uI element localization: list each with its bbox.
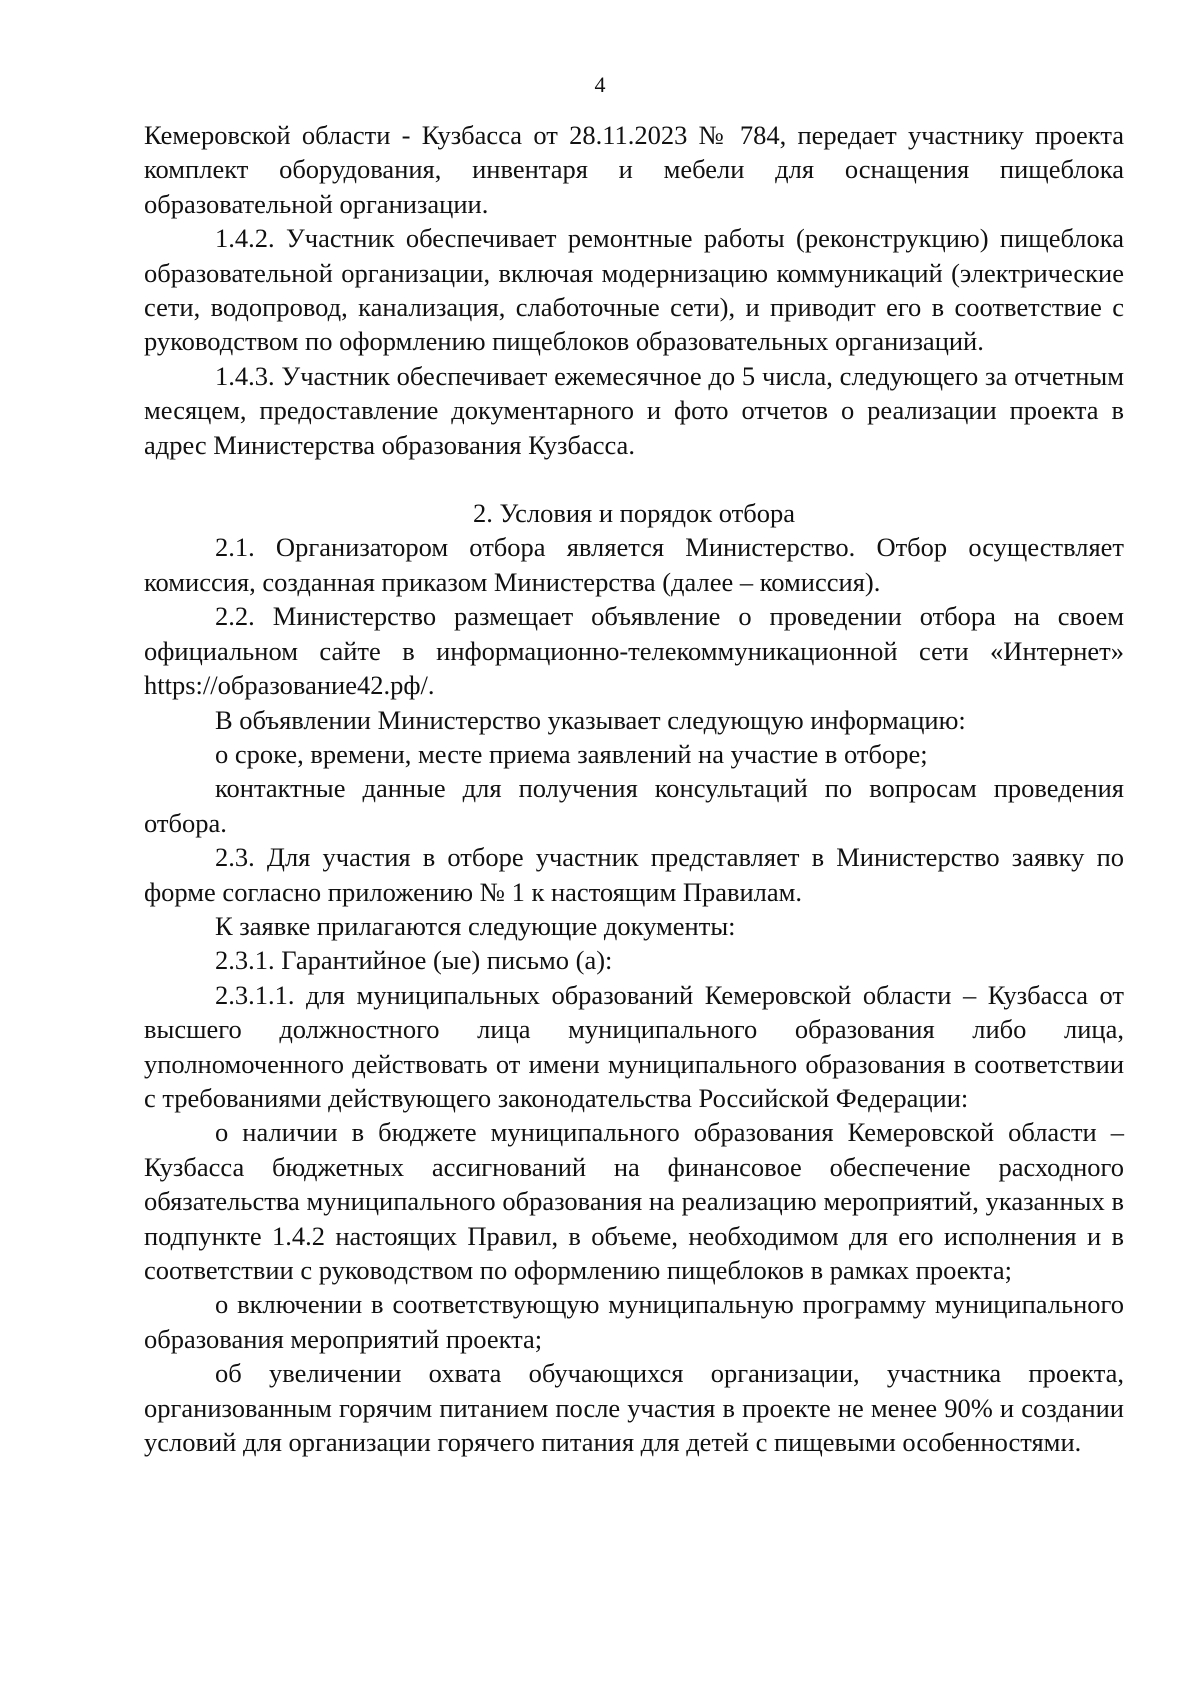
paragraph-budget: о наличии в бюджете муниципального образования Кемеровской области – Кузбасса бюджетных ассигнований на финансовое обеспечение расходного обязательства муниципального образования на реализацию мероприятий, указанных в подпункте 1.4.2 настоящих Правил, в объеме, необходимом для его исполнения и в соответствии с руководством по оформлению пищеблоков в рамках проекта; xyxy=(144,1117,1124,1285)
paragraph-attachments: К заявке прилагаются следующие документы: xyxy=(215,910,736,941)
paragraph-2-3-1: 2.3.1. Гарантийное (ые) письмо (а): xyxy=(215,945,613,976)
paragraph-contacts: контактные данные для получения консультаций по вопросам проведения отбора. xyxy=(144,773,1124,838)
paragraph-deadline: о сроке, времени, месте приема заявлений на участие в отборе; xyxy=(215,738,928,769)
paragraph-1-4-2: 1.4.2. Участник обеспечивает ремонтные работы (реконструкцию) пищеблока образовательной организации, включая модернизацию коммуникаций (электрические сети, водопровод, канализация, слаботочные сети), и приводит его в соответствие с руководством по оформлению пищеблоков образовательных организаций. xyxy=(144,223,1124,357)
paragraph-continuation: Кемеровской области - Кузбасса от 28.11.2023 № 784, передает участнику проекта комплект оборудования, инвентаря и мебели для оснащения пищеблока образовательной организации. xyxy=(144,120,1124,219)
paragraph-2-3: 2.3. Для участия в отборе участник представляет в Министерство заявку по форме согласно приложению № 1 к настоящим Правилам. xyxy=(144,842,1124,907)
page-number: 4 xyxy=(594,72,606,97)
paragraph-1-4-3: 1.4.3. Участник обеспечивает ежемесячное до 5 числа, следующего за отчетным месяцем, предоставление документарного и фото отчетов о реализации проекта в адрес Министерства образования Кузбасса. xyxy=(144,360,1124,460)
paragraph-announcement: В объявлении Министерство указывает следующую информацию: xyxy=(215,704,966,735)
section-heading: 2. Условия и порядок отбора xyxy=(473,498,795,529)
paragraph-program: о включении в соответствующую муниципальную программу муниципального образования мероприятий проекта; xyxy=(144,1289,1124,1354)
paragraph-2-2: 2.2. Министерство размещает объявление о проведении отбора на своем официальном сайте в информационно-телекоммуникационной сети «Интернет» https://образование42.рф/. xyxy=(144,601,1124,701)
paragraph-coverage: об увеличении охвата обучающихся организации, участника проекта, организованным горячим питанием после участия в проекте не менее 90% и создании условий для организации горячего питания для детей с пищевыми особенностями. xyxy=(144,1358,1124,1458)
paragraph-2-1: 2.1. Организатором отбора является Министерство. Отбор осуществляет комиссия, созданная приказом Министерства (далее – комиссия). xyxy=(144,532,1124,597)
paragraph-2-3-1-1: 2.3.1.1. для муниципальных образований Кемеровской области – Кузбасса от высшего должностного лица муниципального образования либо лица, уполномоченного действовать от имени муниципального образования в соответствии с требованиями действующего законодательства Российской Федерации: xyxy=(144,979,1124,1113)
document-body xyxy=(144,118,1124,1459)
